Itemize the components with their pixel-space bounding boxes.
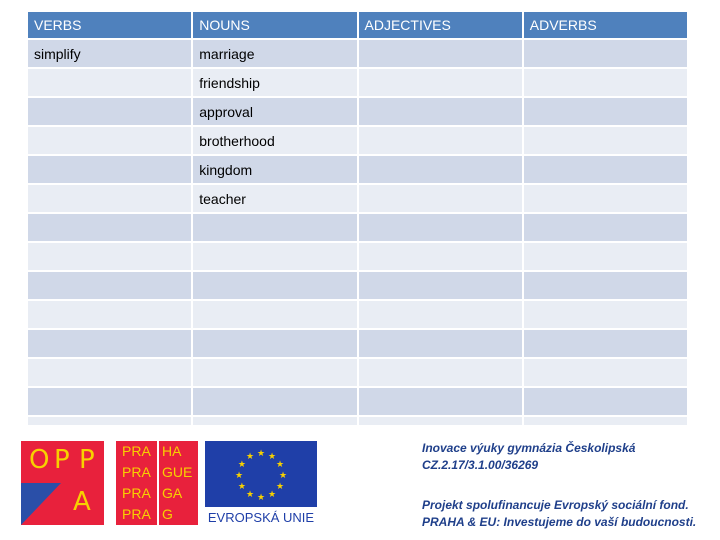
table-row (27, 387, 688, 416)
table-row (27, 329, 688, 358)
star-icon: ★ (276, 459, 285, 469)
project-info (422, 440, 635, 474)
column-header: ADJECTIVES (358, 11, 523, 39)
table-cell[interactable] (27, 300, 192, 329)
table-cell[interactable] (27, 358, 192, 387)
table-cell[interactable] (358, 271, 523, 300)
star-icon: ★ (267, 450, 277, 461)
table-cell[interactable] (27, 329, 192, 358)
table-cell[interactable] (27, 97, 192, 126)
column-header: VERBS (27, 11, 192, 39)
table-cell[interactable] (358, 358, 523, 387)
table-cell[interactable] (27, 68, 192, 97)
praha-logo-text: HA (162, 443, 182, 459)
table-cell[interactable] (27, 184, 192, 213)
table-cell[interactable] (358, 126, 523, 155)
table-row (27, 358, 688, 387)
table-cell[interactable] (523, 300, 688, 329)
table-cell[interactable] (523, 271, 688, 300)
table-cell[interactable] (358, 184, 523, 213)
table-cell[interactable] (27, 213, 192, 242)
star-icon: ★ (278, 470, 288, 480)
table-row (27, 126, 688, 155)
table-cell[interactable]: friendship (192, 68, 357, 97)
praha-logo-text: PRA (122, 506, 151, 522)
star-icon: ★ (245, 489, 255, 500)
table-cell[interactable] (192, 271, 357, 300)
table-cell[interactable] (27, 416, 192, 425)
table-cell[interactable] (192, 358, 357, 387)
funding-line: PRAHA & EU: Investujeme do vaší budoucnosti. (422, 515, 697, 529)
table-cell[interactable] (192, 329, 357, 358)
table-cell[interactable] (523, 126, 688, 155)
star-icon: ★ (256, 492, 266, 502)
funding-line: Projekt spolufinancuje Evropský sociální fond. (422, 498, 689, 512)
eu-label: EVROPSKÁ UNIE (207, 510, 315, 525)
star-icon: ★ (245, 450, 255, 461)
table-cell[interactable]: marriage (192, 39, 357, 68)
eu-flag-icon (205, 441, 317, 507)
table-cell[interactable]: approval (192, 97, 357, 126)
table-cell[interactable] (192, 213, 357, 242)
table-cell[interactable] (358, 242, 523, 271)
praha-logo-text: PRA (122, 464, 151, 480)
table-row (27, 184, 688, 213)
table-cell[interactable] (358, 68, 523, 97)
praha-logo-text: PRA (122, 485, 151, 501)
table-row (27, 39, 688, 68)
funding-info (422, 497, 696, 531)
star-icon: ★ (276, 481, 285, 491)
table-row (27, 155, 688, 184)
word-forms-table (26, 10, 689, 425)
star-icon: ★ (234, 470, 244, 480)
opp-logo-fold (21, 483, 61, 525)
table-cell[interactable] (27, 155, 192, 184)
table-row (27, 213, 688, 242)
praha-logo-text: GUE (162, 464, 193, 480)
table-cell[interactable]: kingdom (192, 155, 357, 184)
table-cell[interactable] (523, 68, 688, 97)
table-cell[interactable] (358, 387, 523, 416)
praha-logo-text: PRA (122, 443, 151, 459)
table-cell[interactable]: teacher (192, 184, 357, 213)
table-cell[interactable]: brotherhood (192, 126, 357, 155)
praha-logo (116, 441, 198, 525)
table-cell[interactable]: simplify (27, 39, 192, 68)
project-title: Inovace výuky gymnázia Českolipská (422, 441, 636, 455)
star-icon: ★ (256, 448, 266, 458)
table-cell[interactable] (523, 358, 688, 387)
table-cell[interactable] (27, 387, 192, 416)
table-cell[interactable] (27, 242, 192, 271)
table-cell[interactable] (192, 416, 357, 425)
table-cell[interactable] (192, 242, 357, 271)
table-row (27, 416, 688, 425)
table-cell[interactable] (358, 300, 523, 329)
table-row (27, 97, 688, 126)
opp-letter: O (29, 445, 50, 475)
table-row (27, 300, 688, 329)
table-cell[interactable] (523, 213, 688, 242)
opp-letter: P (54, 445, 70, 475)
table-cell[interactable] (27, 271, 192, 300)
table-cell[interactable] (523, 329, 688, 358)
table-cell[interactable] (192, 300, 357, 329)
table-row (27, 68, 688, 97)
praha-logo-text: GA (162, 485, 183, 501)
table-cell[interactable] (523, 387, 688, 416)
table-cell[interactable] (358, 97, 523, 126)
table-row (27, 271, 688, 300)
column-header: ADVERBS (523, 11, 688, 39)
opp-letter: P (79, 445, 95, 475)
column-header: NOUNS (192, 11, 357, 39)
table-cell[interactable] (27, 126, 192, 155)
star-icon: ★ (237, 459, 246, 469)
table-cell[interactable] (358, 416, 523, 425)
opp-letter: A (73, 487, 91, 517)
table-cell[interactable] (358, 39, 523, 68)
star-icon: ★ (237, 481, 246, 491)
project-code: CZ.2.17/3.1.00/36269 (422, 458, 539, 472)
table-cell[interactable] (523, 97, 688, 126)
table-cell[interactable] (358, 329, 523, 358)
table-cell[interactable] (523, 242, 688, 271)
table-cell[interactable] (523, 39, 688, 68)
table-cell[interactable] (523, 155, 688, 184)
praha-logo-text: G (162, 506, 173, 522)
table-cell[interactable] (358, 213, 523, 242)
table-cell[interactable] (358, 155, 523, 184)
table-cell[interactable] (523, 184, 688, 213)
opp-logo (21, 441, 104, 525)
star-icon: ★ (267, 489, 277, 500)
table-row (27, 242, 688, 271)
table-cell[interactable] (192, 387, 357, 416)
table-cell[interactable] (523, 416, 688, 425)
